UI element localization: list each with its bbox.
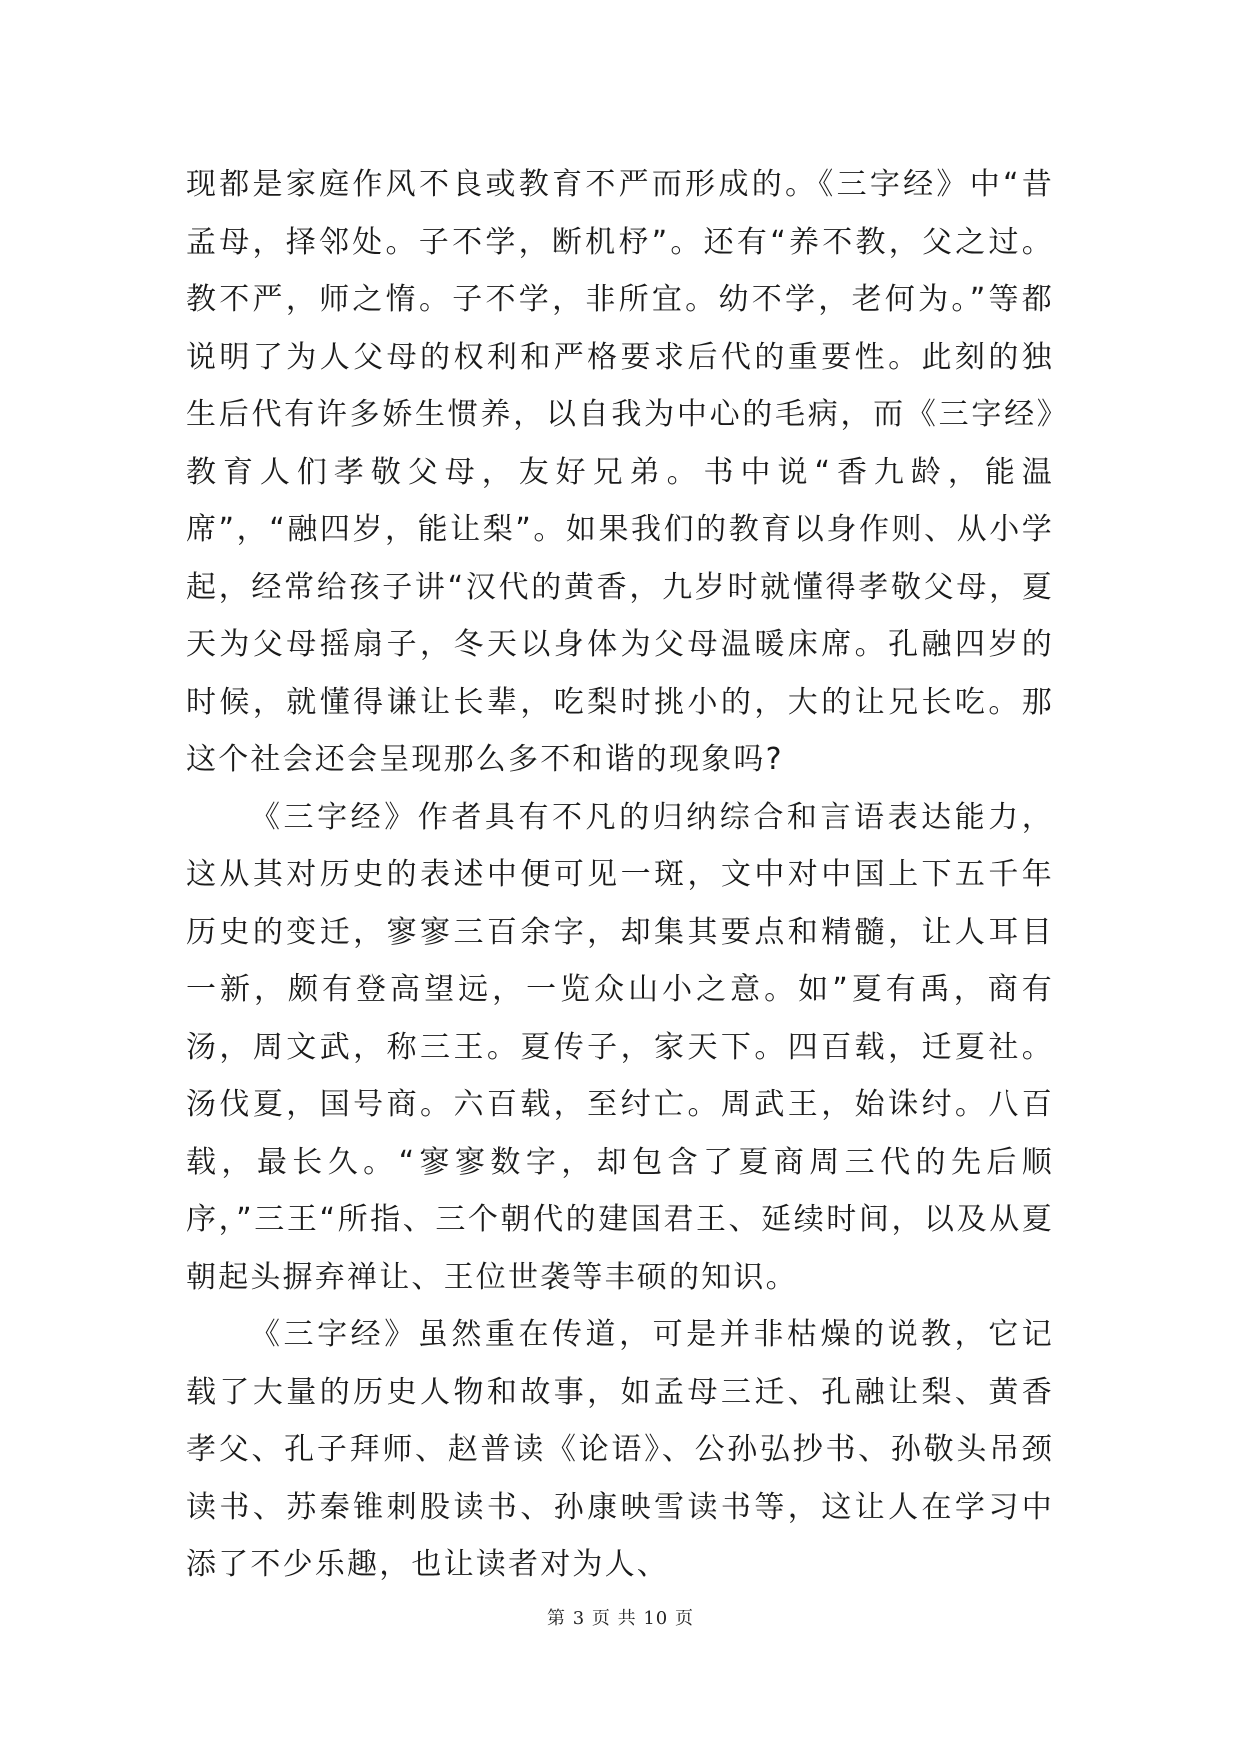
body-text bbox=[186, 156, 1054, 1594]
paragraph-2: 《三字经》作者具有不凡的归纳综合和言语表达能力，这从其对历史的表述中便可见一斑，文中对中国上下五千年历史的变迁，寥寥三百余字，却集其要点和精髓，让人耳目一新，颇有登高望远，一览众山小之意。如”夏有禹，商有汤，周文武，称三王。夏传子，家天下。四百载，迁夏社。汤伐夏，国号商。六百载，至纣亡。周武王，始诛纣。八百载，最长久。“寥寥数字，却包含了夏商周三代的先后顺序，”三王“所指、三个朝代的建国君王、延续时间，以及从夏朝起头摒弃禅让、王位世袭等丰硕的知识。 bbox=[186, 799, 1054, 1295]
paragraph-3: 《三字经》虽然重在传道，可是并非枯燥的说教，它记载了大量的历史人物和故事，如孟母三迁、孔融让梨、黄香孝父、孔子拜师、赵普读《论语》、公孙弘抄书、孙敬头吊颈读书、苏秦锥刺股读书、孙康映雪读书等，这让人在学习中添了不少乐趣，也让读者对为人、 bbox=[186, 1317, 1054, 1582]
paragraph-1: 现都是家庭作风不良或教育不严而形成的。《三字经》中“昔孟母，择邻处。子不学，断机杼”。还有“养不教，父之过。教不严，师之惰。子不学，非所宜。幼不学，老何为。”等都说明了为人父母的权利和严格要求后代的重要性。此刻的独生后代有许多娇生惯养，以自我为中心的毛病，而《三字经》教育人们孝敬父母，友好兄弟。书中说“香九龄，能温席”，“融四岁，能让梨”。如果我们的教育以身作则、从小学起，经常给孩子讲“汉代的黄香，九岁时就懂得孝敬父母，夏天为父母摇扇子，冬天以身体为父母温暖床席。孔融四岁的时候，就懂得谦让长辈，吃梨时挑小的，大的让兄长吃。那这个社会还会呈现那么多不和谐的现象吗? bbox=[186, 167, 1054, 777]
page-number-footer: 第 3 页 共 10 页 bbox=[547, 1608, 694, 1629]
